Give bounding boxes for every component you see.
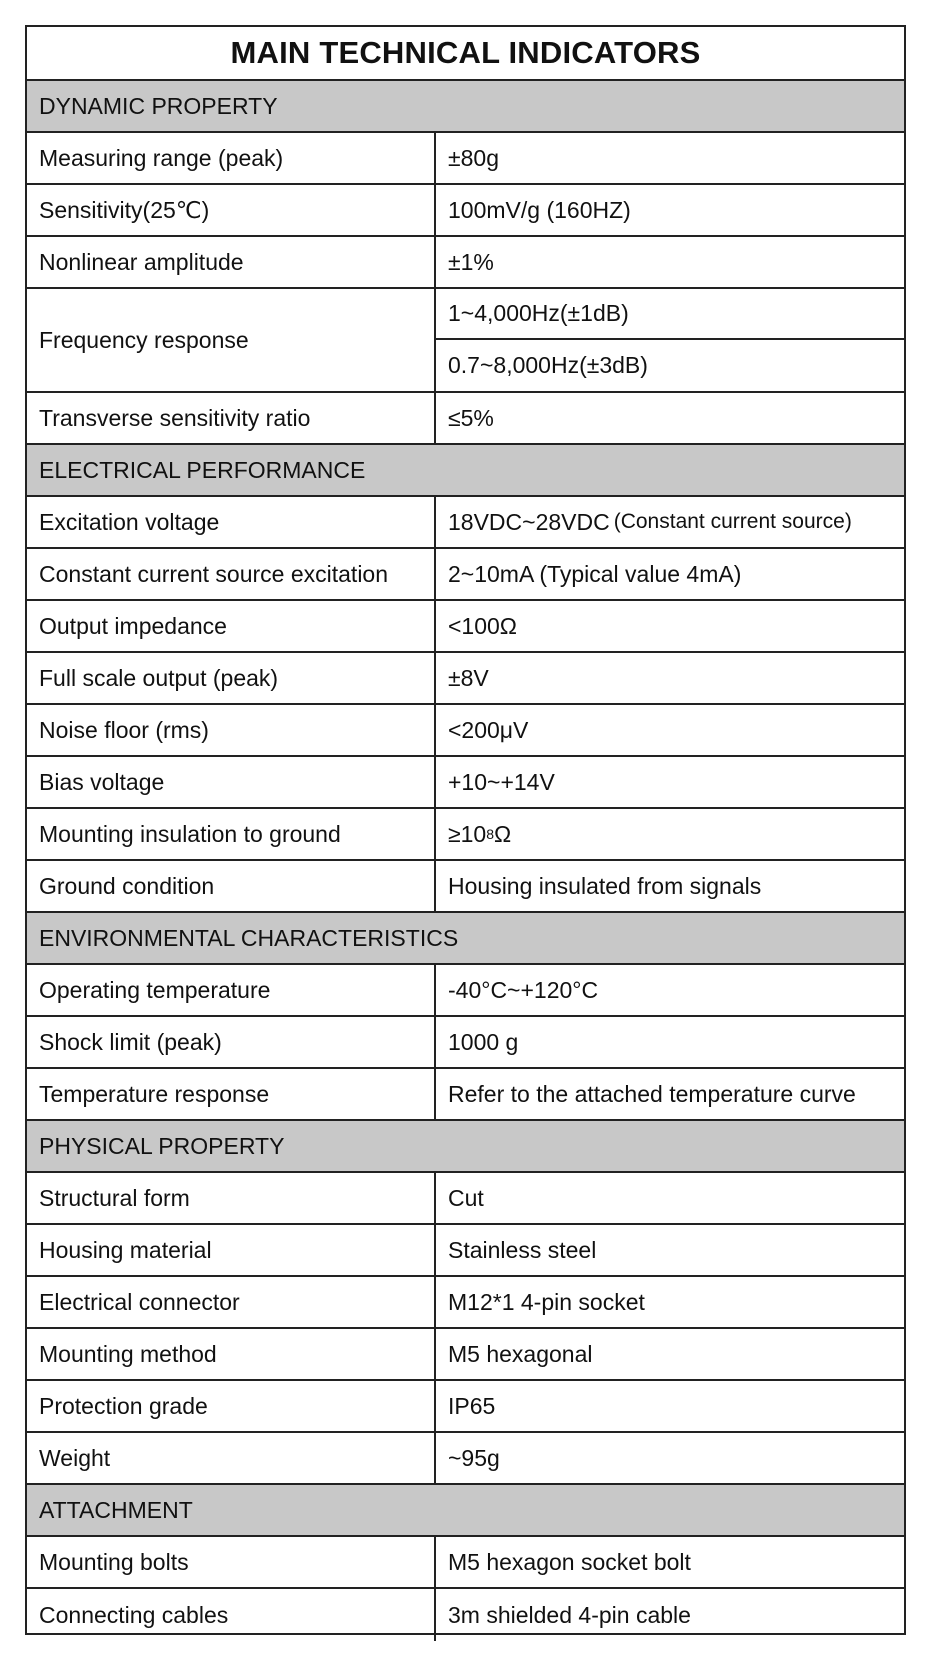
table-row (27, 185, 904, 237)
row-label: Mounting method (27, 1329, 436, 1379)
row-value: ±8V (448, 664, 489, 691)
table-row-frequency-response (27, 289, 904, 393)
row-label: Constant current source excitation (27, 549, 436, 599)
row-label: Nonlinear amplitude (27, 237, 436, 287)
row-label: Sensitivity(25℃) (27, 185, 436, 235)
row-value: 2~10mA (Typical value 4mA) (448, 560, 742, 587)
row-label: Ground condition (27, 861, 436, 911)
table-row (27, 861, 904, 913)
row-value: -40°C~+120°C (448, 976, 599, 1003)
section-physical-property: PHYSICAL PROPERTY (27, 1121, 904, 1173)
section-electrical-performance: ELECTRICAL PERFORMANCE (27, 445, 904, 497)
section-dynamic-property: DYNAMIC PROPERTY (27, 81, 904, 133)
row-label: Frequency response (27, 289, 436, 391)
row-label: Mounting insulation to ground (27, 809, 436, 859)
value-exponent: 8 (486, 826, 495, 842)
row-value: Stainless steel (448, 1236, 597, 1263)
table-row (27, 549, 904, 601)
row-value (436, 809, 904, 859)
table-row (27, 497, 904, 549)
row-value: +10~+14V (448, 768, 555, 795)
row-value: 1000 g (448, 1028, 519, 1055)
row-label: Housing material (27, 1225, 436, 1275)
spec-table (25, 25, 906, 1635)
table-row (27, 1329, 904, 1381)
table-row (27, 1537, 904, 1589)
row-value-stack (436, 289, 904, 391)
row-value: ±80g (448, 144, 499, 171)
table-row (27, 1069, 904, 1121)
row-label: Transverse sensitivity ratio (27, 393, 436, 443)
row-label: Shock limit (peak) (27, 1017, 436, 1067)
row-label: Noise floor (rms) (27, 705, 436, 755)
row-value: 0.7~8,000Hz(±3dB) (448, 352, 648, 378)
table-row (27, 1433, 904, 1485)
value-main: 18VDC~28VDC (448, 508, 610, 535)
table-row (27, 393, 904, 445)
row-value: Housing insulated from signals (448, 872, 762, 899)
row-value: M5 hexagonal (448, 1340, 593, 1367)
section-environmental-characteristics: ENVIRONMENTAL CHARACTERISTICS (27, 913, 904, 965)
row-value: 3m shielded 4-pin cable (448, 1601, 691, 1628)
table-row (27, 1277, 904, 1329)
row-label: Bias voltage (27, 757, 436, 807)
table-row (27, 705, 904, 757)
row-label: Full scale output (peak) (27, 653, 436, 703)
value-note: (Constant current source) (613, 510, 852, 533)
row-value: M12*1 4-pin socket (448, 1288, 645, 1315)
row-value: 100mV/g (160HZ) (448, 196, 631, 223)
row-value: ≤5% (448, 404, 494, 431)
row-value: ~95g (448, 1444, 500, 1471)
table-row (27, 1381, 904, 1433)
row-label: Structural form (27, 1173, 436, 1223)
table-row (27, 601, 904, 653)
row-label: Connecting cables (27, 1589, 436, 1641)
table-title: MAIN TECHNICAL INDICATORS (27, 27, 904, 81)
table-row (27, 653, 904, 705)
row-value: Cut (448, 1184, 484, 1211)
row-label: Operating temperature (27, 965, 436, 1015)
row-label: Output impedance (27, 601, 436, 651)
row-label: Excitation voltage (27, 497, 436, 547)
row-label: Measuring range (peak) (27, 133, 436, 183)
table-row (27, 1589, 904, 1641)
row-value: M5 hexagon socket bolt (448, 1548, 691, 1575)
row-label: Protection grade (27, 1381, 436, 1431)
row-value (436, 497, 904, 547)
table-row (27, 133, 904, 185)
value-unit: Ω (494, 820, 512, 847)
value-base: ≥10 (448, 820, 487, 847)
row-value: 1~4,000Hz(±1dB) (436, 289, 904, 340)
table-row (27, 1225, 904, 1277)
row-label: Weight (27, 1433, 436, 1483)
table-row (27, 1173, 904, 1225)
table-row (27, 237, 904, 289)
row-value: IP65 (448, 1392, 496, 1419)
table-row (27, 757, 904, 809)
row-value: <100Ω (448, 612, 517, 639)
section-attachment: ATTACHMENT (27, 1485, 904, 1537)
row-value: <200μV (448, 716, 529, 743)
table-row (27, 1017, 904, 1069)
row-value: Refer to the attached temperature curve (448, 1080, 856, 1107)
row-label: Mounting bolts (27, 1537, 436, 1587)
row-label: Temperature response (27, 1069, 436, 1119)
row-value: ±1% (448, 248, 494, 275)
table-row (27, 965, 904, 1017)
row-label: Electrical connector (27, 1277, 436, 1327)
table-row (27, 809, 904, 861)
